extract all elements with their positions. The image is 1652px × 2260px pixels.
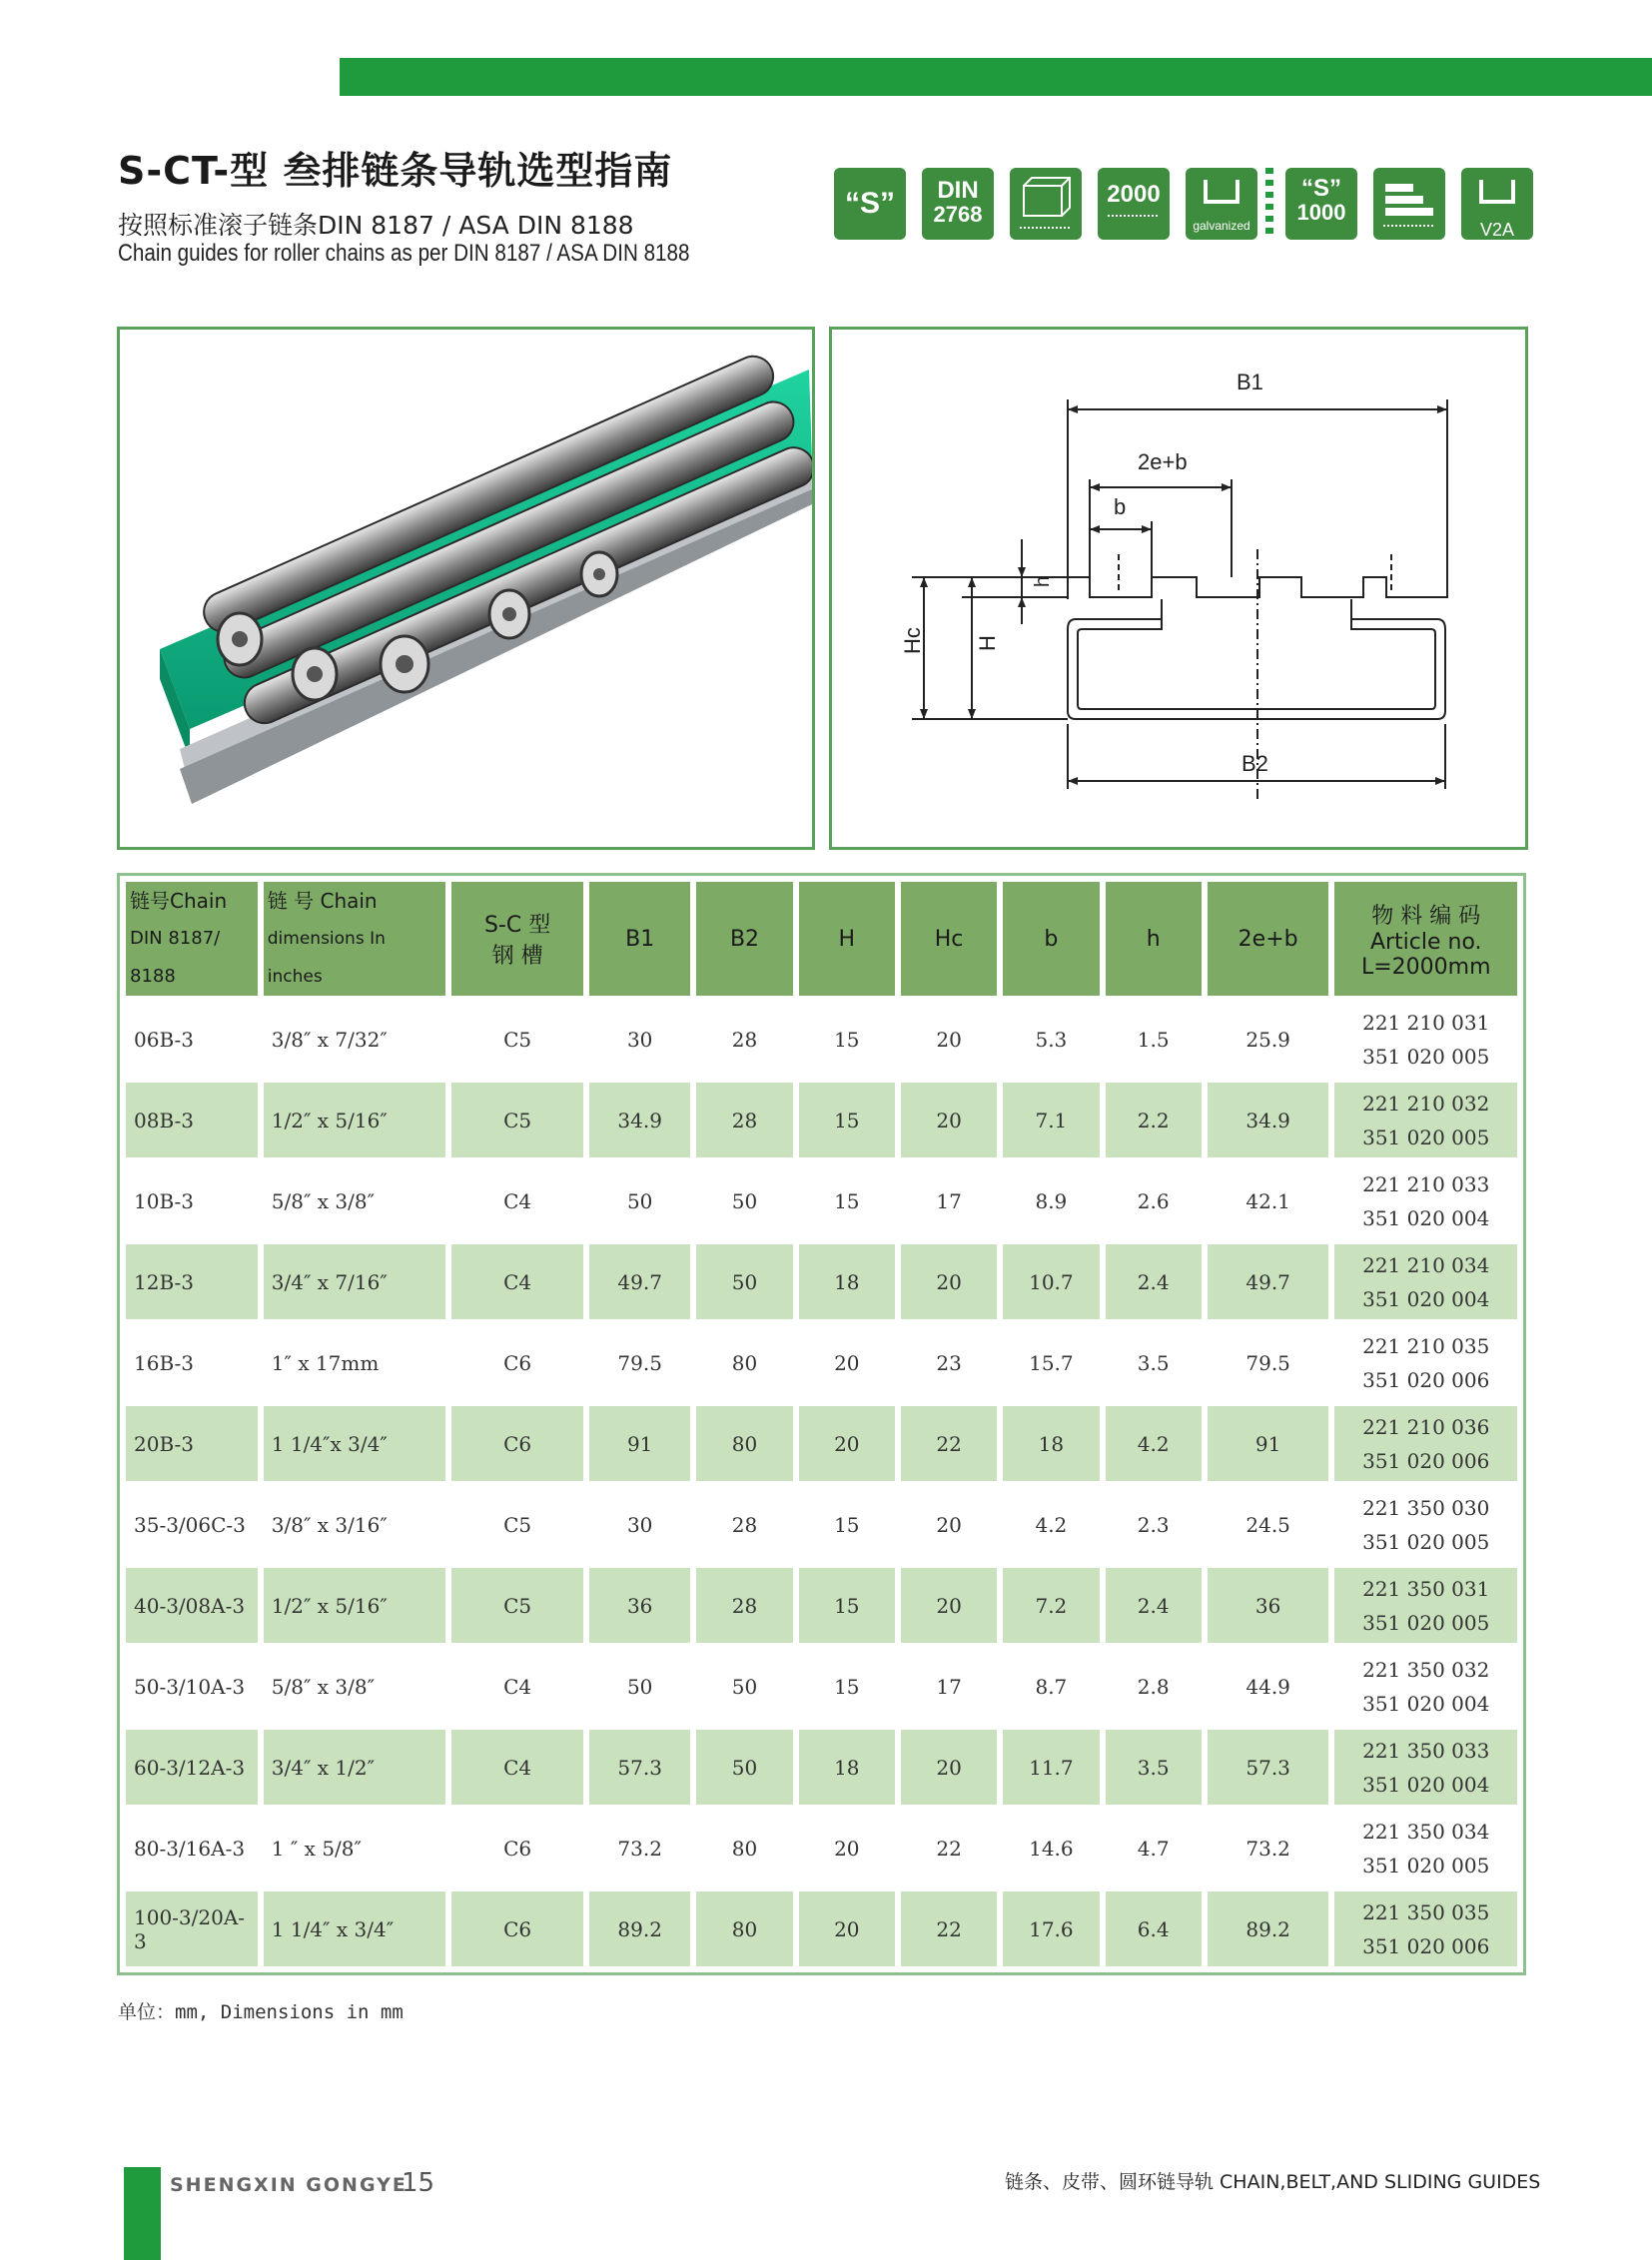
- cell-chain: 20B-3: [126, 1406, 258, 1481]
- cell-article: [1334, 1891, 1517, 1966]
- article-no-1: 221 350 035: [1362, 1899, 1490, 1924]
- channel-v2a-icon: [1461, 168, 1533, 214]
- header-B1: B1: [589, 882, 690, 996]
- cell-b2: 80: [696, 1406, 792, 1481]
- cell-hc: 22: [901, 1406, 997, 1481]
- cell-h: 20: [834, 1836, 860, 1861]
- cell-article: [1334, 1083, 1517, 1157]
- cell-hc: 17: [936, 1188, 962, 1213]
- footer-section-title: 链条、皮带、圆环链导轨 CHAIN,BELT,AND SLIDING GUIDES: [1005, 2171, 1541, 2193]
- article-no-1: 221 350 031: [1362, 1576, 1490, 1601]
- dim-label-2eb: 2e+b: [1138, 449, 1188, 474]
- cell-hc: 20: [901, 1244, 997, 1319]
- badge-length-label: 2000: [1107, 181, 1161, 208]
- cell-article: [1334, 1244, 1517, 1319]
- cell-hc: 17: [936, 1674, 962, 1699]
- badge-divider: [1265, 168, 1273, 240]
- cell-hc: 23: [936, 1350, 962, 1375]
- channel-icon: [1186, 168, 1257, 214]
- cell-sc: C6: [451, 1891, 583, 1966]
- cell-chain: 35-3/06C-3: [134, 1512, 246, 1537]
- cell-h: 2.4: [1106, 1244, 1202, 1319]
- header-dimensions: [264, 882, 445, 996]
- cell-chain: 40-3/08A-3: [126, 1568, 258, 1643]
- badge-layers-icon: [1373, 168, 1445, 240]
- header-sc-type: [451, 882, 583, 996]
- table-row: [126, 1002, 1517, 1077]
- table-row: [126, 1568, 1517, 1643]
- cell-e2b: 42.1: [1245, 1188, 1290, 1213]
- article-no-1: 221 210 034: [1362, 1252, 1490, 1277]
- header-dim-en: dimensions In inches: [267, 929, 386, 987]
- cell-b: 7.2: [1003, 1568, 1099, 1643]
- dim-label-H: H: [975, 635, 1000, 651]
- cell-h: 1.5: [1137, 1027, 1170, 1052]
- cell-hc: 22: [936, 1836, 962, 1861]
- table-row: [126, 1487, 1517, 1562]
- table-row: [126, 1891, 1517, 1966]
- header-art-1: 物 料 编 码: [1371, 903, 1481, 929]
- cell-hc: 20: [901, 1730, 997, 1805]
- cell-b1: 79.5: [617, 1350, 662, 1375]
- guide-profile-drawing: [832, 330, 1525, 847]
- cell-e2b: 24.5: [1245, 1512, 1290, 1537]
- page-title: S-CT-型 叁排链条导轨选型指南: [118, 149, 673, 193]
- cell-h: 4.7: [1137, 1836, 1170, 1861]
- cell-b2: 50: [696, 1730, 792, 1805]
- product-photo: [117, 327, 815, 850]
- dim-label-B2: B2: [1241, 751, 1268, 776]
- header-chain-std: DIN 8187/ 8188: [130, 928, 221, 987]
- subtitle-english: Chain guides for roller chains as per DIN 8187 / ASA DIN 8188: [118, 240, 690, 267]
- cell-b: 15.7: [1029, 1350, 1074, 1375]
- cell-dim: 3/4″ x 1/2″: [264, 1730, 445, 1805]
- cell-h: 2.6: [1137, 1188, 1170, 1213]
- article-no-2: 351 020 004: [1362, 1286, 1490, 1311]
- cell-sc: C5: [503, 1027, 532, 1052]
- table-row: [126, 1163, 1517, 1238]
- cell-h: 2.3: [1137, 1512, 1170, 1537]
- cell-b1: 49.7: [589, 1244, 690, 1319]
- cell-b2: 80: [731, 1350, 758, 1375]
- cell-e2b: 25.9: [1245, 1027, 1290, 1052]
- cell-h: 2.2: [1106, 1083, 1202, 1157]
- article-no-2: 351 020 004: [1362, 1691, 1490, 1716]
- cell-h: 4.2: [1106, 1406, 1202, 1481]
- cell-e2b: 34.9: [1208, 1083, 1329, 1157]
- cell-b: 18: [1003, 1406, 1099, 1481]
- cell-b2: 50: [731, 1188, 758, 1213]
- cell-dim: 1 ″ x 5/8″: [271, 1836, 362, 1861]
- cell-sc: C6: [503, 1836, 532, 1861]
- article-no-2: 351 020 004: [1362, 1772, 1490, 1797]
- cell-e2b: 91: [1208, 1406, 1329, 1481]
- cell-chain: 16B-3: [134, 1350, 194, 1375]
- badge-v2a-label: V2A: [1479, 220, 1515, 240]
- header-art-2: Article no.: [1369, 929, 1482, 955]
- article-no-2: 351 020 005: [1362, 1044, 1490, 1069]
- cell-hc: 20: [936, 1512, 962, 1537]
- layers-icon: [1373, 168, 1445, 240]
- cell-e2b: 57.3: [1208, 1730, 1329, 1805]
- cell-article: [1334, 1811, 1517, 1885]
- badge-s1000-icon: [1285, 168, 1357, 240]
- cell-b1: 34.9: [589, 1083, 690, 1157]
- cell-b: 4.2: [1035, 1512, 1068, 1537]
- article-no-2: 351 020 004: [1362, 1205, 1490, 1230]
- header-chain: [126, 882, 258, 996]
- cell-h: 15: [834, 1188, 860, 1213]
- table-row: [126, 1083, 1517, 1157]
- cell-h: 15: [834, 1674, 860, 1699]
- cell-h: 6.4: [1106, 1891, 1202, 1966]
- article-no-1: 221 210 032: [1362, 1091, 1490, 1116]
- cell-b1: 50: [626, 1188, 653, 1213]
- cell-dim: 1″ x 17mm: [271, 1350, 380, 1375]
- badge-v2a-icon: [1461, 168, 1533, 240]
- cell-b2: 28: [731, 1512, 758, 1537]
- cell-h: 15: [834, 1512, 860, 1537]
- cell-dim: 1 1/4″ x 3/4″: [264, 1891, 445, 1966]
- badge-s-icon: [834, 168, 906, 240]
- cell-chain: 08B-3: [126, 1083, 258, 1157]
- badge-s1000-label: “S”: [1300, 175, 1341, 202]
- cell-e2b: 79.5: [1245, 1350, 1290, 1375]
- cell-sc: C4: [451, 1244, 583, 1319]
- top-accent-bar: [340, 58, 1652, 96]
- cell-e2b: 89.2: [1208, 1891, 1329, 1966]
- cell-article: [1334, 1406, 1517, 1481]
- cell-hc: 22: [901, 1891, 997, 1966]
- header-dim-cn: 链 号 Chain: [267, 889, 378, 913]
- cell-article: [1334, 1163, 1517, 1238]
- cell-dim: 3/4″ x 7/16″: [264, 1244, 445, 1319]
- badge-s1000-number: 1000: [1296, 200, 1346, 225]
- badge-din-label: DIN: [937, 177, 979, 204]
- table-row: [126, 1244, 1517, 1319]
- badge-din-number: 2768: [933, 202, 983, 227]
- table-row: [126, 1811, 1517, 1885]
- cell-chain: 100-3/20A-3: [126, 1891, 258, 1966]
- footer-accent-bar: [124, 2167, 161, 2260]
- cell-chain: 12B-3: [126, 1244, 258, 1319]
- cell-h: 18: [799, 1730, 895, 1805]
- dim-label-B1: B1: [1237, 370, 1263, 394]
- cell-sc: C5: [451, 1568, 583, 1643]
- cell-b: 7.1: [1003, 1083, 1099, 1157]
- cross-section-diagram: [829, 327, 1528, 850]
- cell-chain: 10B-3: [134, 1188, 194, 1213]
- header-sc-1: S-C 型: [483, 913, 551, 938]
- cell-dim: 3/8″ x 3/16″: [271, 1512, 388, 1537]
- cell-b: 17.6: [1003, 1891, 1099, 1966]
- cell-article: [1334, 1730, 1517, 1805]
- badge-profile-icon: [1010, 168, 1082, 240]
- cell-b2: 80: [696, 1891, 792, 1966]
- cell-dim: 5/8″ x 3/8″: [271, 1674, 376, 1699]
- cell-dim: 1/2″ x 5/16″: [264, 1083, 445, 1157]
- header-2eb: 2e+b: [1208, 882, 1329, 996]
- header-sc-2: 钢 槽: [491, 944, 543, 969]
- badge-galvanized-label: galvanized: [1193, 219, 1250, 233]
- cell-b2: 28: [696, 1568, 792, 1643]
- cell-e2b: 44.9: [1245, 1674, 1290, 1699]
- cell-sc: C5: [503, 1512, 532, 1537]
- dim-label-Hc: Hc: [900, 627, 925, 654]
- unit-note: 单位：mm, Dimensions in mm: [118, 2001, 404, 2023]
- cell-b1: 89.2: [589, 1891, 690, 1966]
- table-row: [126, 1325, 1517, 1400]
- article-no-1: 221 350 034: [1362, 1819, 1490, 1844]
- cell-h: 2.8: [1137, 1674, 1170, 1699]
- cell-b2: 28: [696, 1083, 792, 1157]
- cell-h: 3.5: [1137, 1350, 1170, 1375]
- cell-hc: 20: [936, 1027, 962, 1052]
- footer-brand: SHENGXIN GONGYE: [170, 2174, 408, 2196]
- cell-b1: 73.2: [617, 1836, 662, 1861]
- cell-b1: 50: [626, 1674, 653, 1699]
- cell-h: 20: [834, 1350, 860, 1375]
- cell-b: 10.7: [1003, 1244, 1099, 1319]
- article-no-2: 351 020 005: [1362, 1529, 1490, 1554]
- article-no-1: 221 210 036: [1362, 1414, 1490, 1439]
- badge-s-label: “S”: [844, 187, 895, 220]
- cell-b2: 50: [731, 1674, 758, 1699]
- table-row: [126, 1406, 1517, 1481]
- cell-h: 2.4: [1106, 1568, 1202, 1643]
- cell-b1: 91: [589, 1406, 690, 1481]
- header-art-3: L=2000mm: [1360, 954, 1491, 980]
- cell-sc: C4: [451, 1730, 583, 1805]
- badge-length-icon: [1098, 168, 1170, 240]
- ruler-icon: [1104, 208, 1164, 222]
- cell-sc: C4: [503, 1188, 532, 1213]
- cell-e2b: 49.7: [1208, 1244, 1329, 1319]
- cell-dim: 1 1/4″x 3/4″: [264, 1406, 445, 1481]
- profile-block-icon: [1010, 168, 1082, 240]
- dim-label-h: h: [1032, 575, 1054, 587]
- article-no-2: 351 020 005: [1362, 1853, 1490, 1878]
- header-H: H: [799, 882, 895, 996]
- cell-b: 5.3: [1035, 1027, 1068, 1052]
- cell-e2b: 73.2: [1245, 1836, 1290, 1861]
- header-h: h: [1106, 882, 1202, 996]
- cell-sc: C6: [503, 1350, 532, 1375]
- cell-article: [1334, 1002, 1517, 1077]
- cell-article: [1334, 1568, 1517, 1643]
- article-no-1: 221 210 031: [1362, 1010, 1490, 1035]
- cell-h: 20: [799, 1891, 895, 1966]
- table-header-row: [126, 882, 1517, 996]
- cell-b: 14.6: [1029, 1836, 1074, 1861]
- cell-sc: C6: [451, 1406, 583, 1481]
- cell-hc: 20: [901, 1083, 997, 1157]
- cell-b: 8.9: [1035, 1188, 1068, 1213]
- article-no-1: 221 210 033: [1362, 1171, 1490, 1196]
- cell-article: [1334, 1649, 1517, 1724]
- cell-chain: 06B-3: [134, 1027, 194, 1052]
- header-chain-cn: 链号Chain: [130, 889, 228, 913]
- triple-chain-on-guide-image: [120, 330, 812, 847]
- header-article: [1334, 882, 1517, 996]
- cell-chain: 50-3/10A-3: [134, 1674, 246, 1699]
- article-no-1: 221 350 032: [1362, 1657, 1490, 1682]
- cell-h: 3.5: [1106, 1730, 1202, 1805]
- article-no-1: 221 350 030: [1362, 1495, 1490, 1520]
- article-no-2: 351 020 006: [1362, 1448, 1490, 1473]
- cell-dim: 3/8″ x 7/32″: [271, 1027, 388, 1052]
- cell-dim: 5/8″ x 3/8″: [271, 1188, 376, 1213]
- subtitle-chinese: 按照标准滚子链条DIN 8187 / ASA DIN 8188: [118, 211, 634, 240]
- cell-chain: 80-3/16A-3: [134, 1836, 246, 1861]
- cell-sc: C5: [451, 1083, 583, 1157]
- table-row: [126, 1730, 1517, 1805]
- cell-hc: 20: [901, 1568, 997, 1643]
- cell-h: 15: [834, 1027, 860, 1052]
- page-number: 15: [402, 2168, 435, 2198]
- cell-b: 8.7: [1035, 1674, 1068, 1699]
- badge-galvanized-icon: [1186, 168, 1257, 240]
- cell-b1: 30: [626, 1027, 653, 1052]
- badge-din-icon: [922, 168, 994, 240]
- cell-b2: 50: [696, 1244, 792, 1319]
- cell-b1: 30: [626, 1512, 653, 1537]
- specification-table: [117, 873, 1526, 1975]
- cell-b1: 57.3: [589, 1730, 690, 1805]
- article-no-2: 351 020 005: [1362, 1610, 1490, 1635]
- cell-h: 15: [799, 1083, 895, 1157]
- article-no-1: 221 210 035: [1362, 1333, 1490, 1358]
- dim-label-b: b: [1114, 494, 1127, 519]
- cell-sc: C4: [503, 1674, 532, 1699]
- cell-b: 11.7: [1003, 1730, 1099, 1805]
- article-no-1: 221 350 033: [1362, 1738, 1490, 1763]
- cell-chain: 60-3/12A-3: [126, 1730, 258, 1805]
- article-no-2: 351 020 005: [1362, 1125, 1490, 1149]
- cell-dim: 1/2″ x 5/16″: [264, 1568, 445, 1643]
- table-body: [126, 1002, 1517, 1966]
- cell-h: 15: [799, 1568, 895, 1643]
- cell-b2: 80: [731, 1836, 758, 1861]
- header-Hc: Hc: [901, 882, 997, 996]
- cell-h: 18: [799, 1244, 895, 1319]
- header-B2: B2: [696, 882, 792, 996]
- article-no-2: 351 020 006: [1362, 1367, 1490, 1392]
- cell-h: 20: [799, 1406, 895, 1481]
- table-row: [126, 1649, 1517, 1724]
- cell-article: [1334, 1487, 1517, 1562]
- cell-article: [1334, 1325, 1517, 1400]
- cell-e2b: 36: [1208, 1568, 1329, 1643]
- article-no-2: 351 020 006: [1362, 1933, 1490, 1958]
- cell-b2: 28: [731, 1027, 758, 1052]
- header-b: b: [1003, 882, 1099, 996]
- cell-b1: 36: [589, 1568, 690, 1643]
